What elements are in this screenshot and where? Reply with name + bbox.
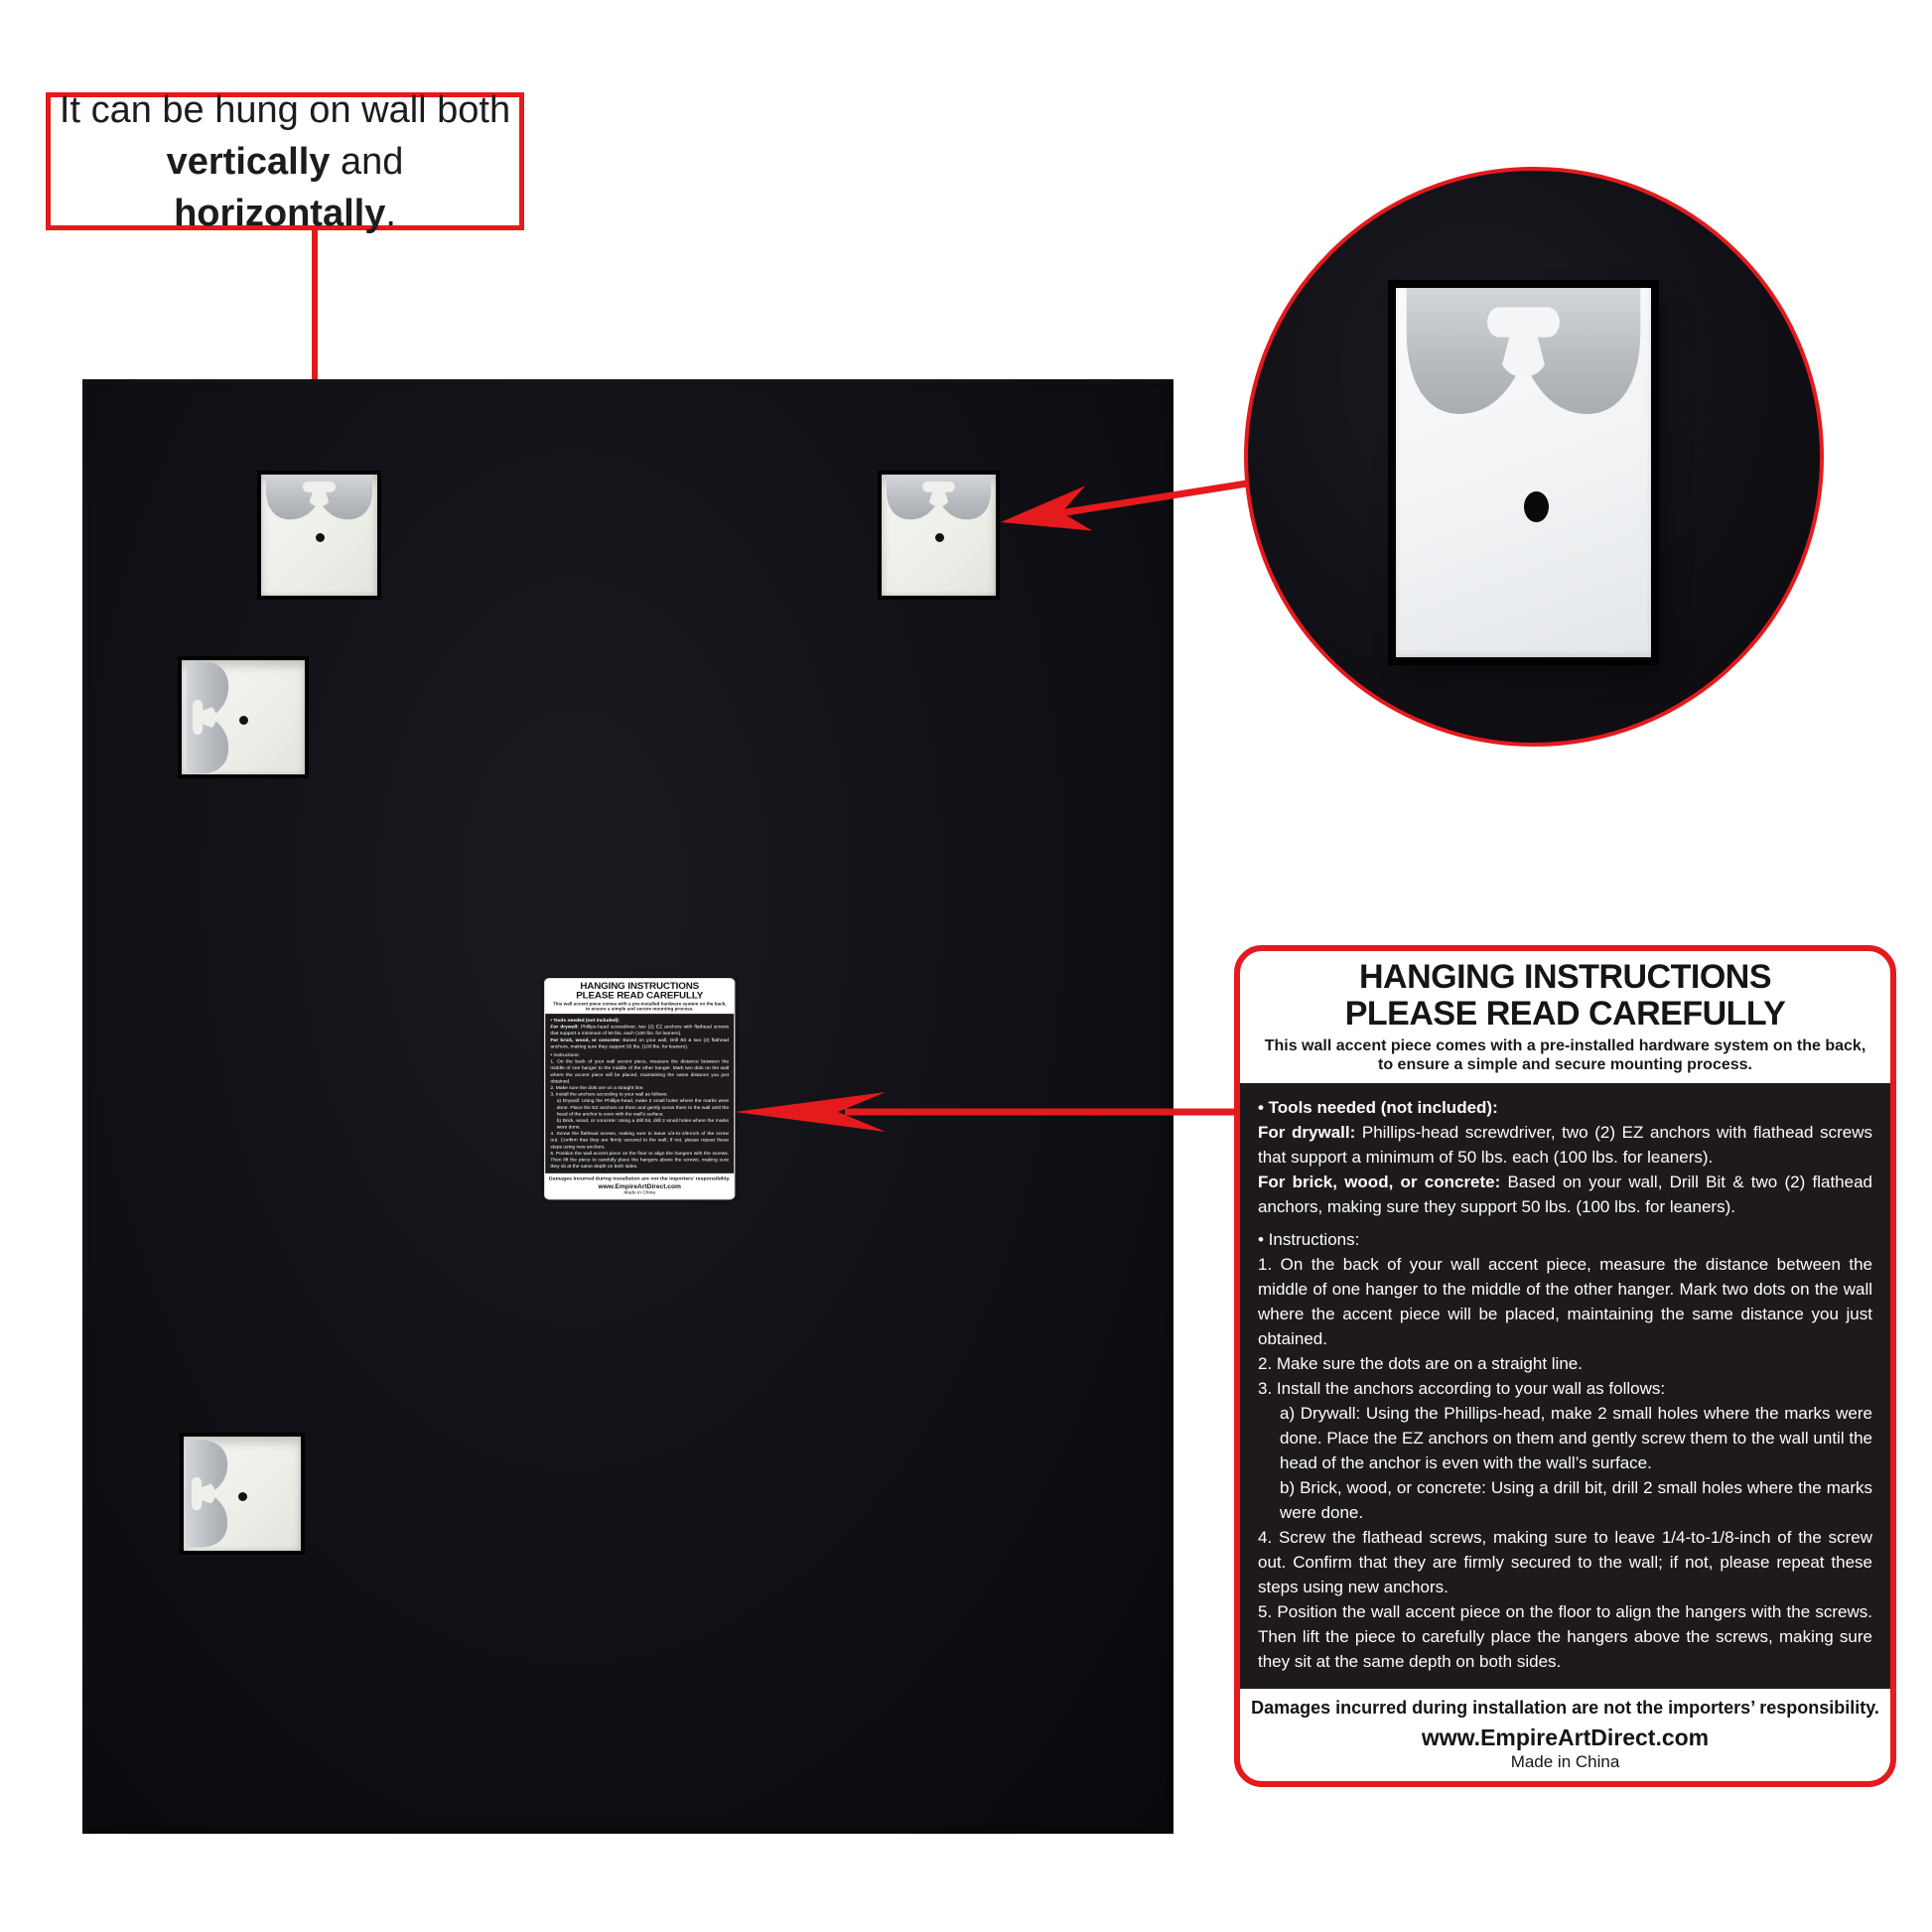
instruction-paragraph: • Instructions: xyxy=(550,1052,580,1058)
hanger-bracket-icon xyxy=(186,1436,243,1553)
label-title: HANGING INSTRUCTIONS PLEASE READ CAREFULLY xyxy=(576,980,704,1001)
label-footer xyxy=(545,1173,734,1199)
arrow-to-top-right-hanger xyxy=(993,467,1255,542)
panel-subtitle: This wall accent piece comes with a pre-installed hardware system on the back, to ensure a simple and secure mounting process. xyxy=(1264,1037,1866,1073)
instruction-paragraph: 5. Position the wall accent piece on the floor to align the hangers with the screws. Then lift the piece to carefully place the hangers above the screws, making sure they sit at the same depth on both sides. xyxy=(1258,1602,1872,1671)
panel-body xyxy=(1240,1083,1890,1689)
mounting-hole xyxy=(239,716,248,725)
instruction-paragraph: a) Drywall: Using the Phillips-head, make 2 small holes where the marks were done. Place the EZ anchors on them and gently screw them to the wall until the head of the anchor is even with the wall’s surface. xyxy=(1280,1404,1872,1472)
instruction-paragraph: a) Drywall: Using the Phillips-head, make 2 small holes where the marks were done. Place the EZ anchors on them and gently screw them to the wall until the head of the anchor is even with the wall’s surface. xyxy=(556,1098,730,1117)
zoom-circle xyxy=(1244,167,1824,747)
mini-instructions-panel xyxy=(544,978,735,1199)
instruction-paragraph: For drywall: Phillips-head screwdriver, two (2) EZ anchors with flathead screws that support a minimum of 50 lbs. each (100 lbs. for leaners). xyxy=(550,1024,730,1036)
zoom-hanger-plate xyxy=(1396,288,1651,657)
screw-hole xyxy=(1524,491,1549,522)
instruction-paragraph: • Instructions: xyxy=(1258,1230,1360,1249)
zoom-hanger-bracket-icon xyxy=(1396,288,1651,458)
website-url: www.EmpireArtDirect.com xyxy=(1421,1725,1710,1750)
instruction-paragraph: 2. Make sure the dots are on a straight line. xyxy=(1258,1354,1583,1373)
label-header xyxy=(545,979,734,1014)
hanger-bracket-icon xyxy=(187,656,244,779)
instruction-paragraph: 5. Position the wall accent piece on the floor to align the hangers with the screws. Then lift the piece to carefully place the hangers above the screws, making sure they sit at the same depth on both sides. xyxy=(550,1150,730,1170)
made-in-china: Made in China xyxy=(1510,1752,1620,1771)
hanging-instructions-panel xyxy=(1234,945,1896,1787)
hanger-plate-side-lower xyxy=(184,1437,301,1551)
hanger-bracket-icon xyxy=(882,475,996,535)
callout-line-1: It can be hung on wall both xyxy=(59,88,511,131)
instruction-paragraph: 3. Install the anchors according to your wall as follows: xyxy=(550,1091,668,1097)
instruction-paragraph: 4. Screw the flathead screws, making sure to leave 1/4-to-1/8-inch of the screw out. Confirm that they are firmly secured to the wall; if not, please repeat these steps using new anchors. xyxy=(550,1131,730,1150)
instruction-paragraph: 3. Install the anchors according to your wall as follows: xyxy=(1258,1379,1666,1398)
instruction-paragraph: For brick, wood, or concrete: Based on your wall, Drill Bit & two (2) flathead anchors, making sure they support 50 lbs. (100 lbs. for leaners). xyxy=(550,1036,730,1049)
hanger-bracket-icon xyxy=(261,475,377,535)
mounting-hole xyxy=(935,533,944,542)
mounting-hole xyxy=(316,533,325,542)
damages-note: Damages incurred during installation are not the importers’ responsibility. xyxy=(1251,1698,1879,1718)
mini-instructions-label xyxy=(544,978,736,1200)
label-subtitle: This wall accent piece comes with a pre-installed hardware system on the back, to ensure a simple and secure mounting process. xyxy=(552,1001,727,1012)
instruction-paragraph: b) Brick, wood, or concrete: Using a drill bit, drill 2 small holes where the marks were done. xyxy=(556,1117,730,1130)
hanger-plate-top-left xyxy=(261,475,377,596)
panel-header xyxy=(1240,951,1890,1083)
instruction-paragraph: 4. Screw the flathead screws, making sure to leave 1/4-to-1/8-inch of the screw out. Confirm that they are firmly secured to the wall; if not, please repeat these steps using new anchors. xyxy=(1258,1528,1872,1596)
instruction-paragraph: For brick, wood, or concrete: Based on your wall, Drill Bit & two (2) flathead anchors, making sure they support 50 lbs. (100 lbs. for leaners). xyxy=(1258,1173,1872,1216)
website-url: www.EmpireArtDirect.com xyxy=(598,1182,681,1190)
panel-footer xyxy=(1240,1689,1890,1781)
instruction-paragraph: 1. On the back of your wall accent piece, measure the distance between the middle of one hanger to the middle of the other hanger. Mark two dots on the wall where the accent piece will be placed, maintaining the same distance you just obtained. xyxy=(550,1058,730,1084)
callout-box xyxy=(46,88,524,234)
mounting-hole xyxy=(238,1492,247,1501)
instruction-paragraph: • Tools needed (not included): xyxy=(1258,1098,1498,1117)
hanger-plate-top-right xyxy=(882,475,996,596)
instruction-paragraph: 2. Make sure the dots are on a straight line. xyxy=(550,1085,644,1091)
made-in-china: Made in China xyxy=(623,1189,656,1195)
instruction-paragraph: 1. On the back of your wall accent piece, measure the distance between the middle of one hanger to the middle of the other hanger. Mark two dots on the wall where the accent piece will be placed, maintaining the same distance you just obtained. xyxy=(1258,1255,1872,1348)
panel-title: HANGING INSTRUCTIONS PLEASE READ CAREFULLY xyxy=(1344,958,1786,1033)
instruction-paragraph: For drywall: Phillips-head screwdriver, two (2) EZ anchors with flathead screws that support a minimum of 50 lbs. each (100 lbs. for leaners). xyxy=(1258,1123,1872,1167)
damages-note: Damages incurred during installation are not the importers’ responsibility. xyxy=(548,1175,731,1181)
label-body xyxy=(545,1014,734,1173)
arrow-to-mini-label xyxy=(731,1087,1239,1137)
instruction-paragraph: • Tools needed (not included): xyxy=(550,1018,621,1024)
hanger-plate-side-upper xyxy=(182,660,305,774)
callout-line-2: vertically and horizontally. xyxy=(166,140,404,234)
instruction-paragraph: b) Brick, wood, or concrete: Using a drill bit, drill 2 small holes where the marks were done. xyxy=(1280,1478,1872,1522)
